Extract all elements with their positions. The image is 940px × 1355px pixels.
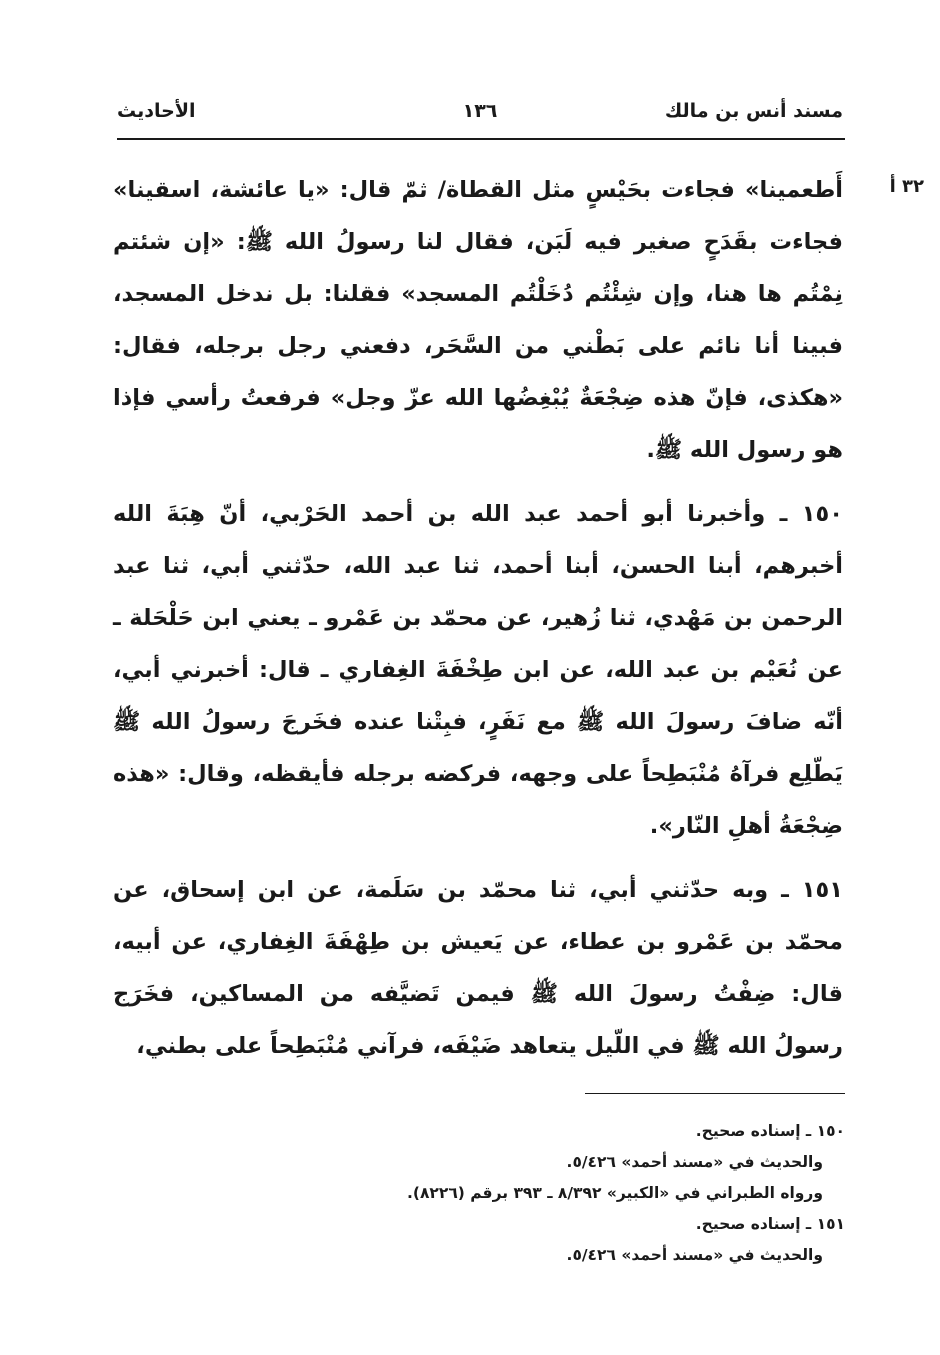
footnote-line: ١٥١ ـ إسناده صحيح. [695,1215,845,1233]
section-title: الأحاديث [117,100,196,122]
footnote-rule [585,1093,845,1094]
footnote-line: والحديث في «مسند أحمد» ٥/٤٢٦. [566,1246,823,1264]
footnote-line: ورواه الطبراني في «الكبير» ٨/٣٩٢ ـ ٣٩٣ برقم (٨٢٢٦). [406,1184,823,1202]
running-title: مسند أنس بن مالك [664,100,843,122]
footnotes [300,1116,845,1271]
page-number: ١٣٦ [462,100,498,122]
page-header [117,100,843,130]
footnote-line: والحديث في «مسند أحمد» ٥/٤٢٦. [566,1153,823,1171]
margin-folio-note: ٣٢ أ [889,176,924,197]
header-rule [117,138,845,140]
hadith-150: ١٥٠ ـ وأخبرنا أبو أحمد عبد الله بن أحمد الحَرْبي، أنّ هِبَةَ الله أخبرهم، أبنا الحسن، أبنا أحمد، ثنا عبد الله، حدّثني أبي، ثنا عبد الرحمن بن مَهْدي، ثنا زُهير، عن محمّد بن عَمْرو ـ يعني ابن حَلْحَلة ـ عن نُعَيْم بن عبد الله، عن ابن طِخْفَةَ الغِفاري ـ قال: أخبرني أبي، أنّه ضافَ رسولَ الله ﷺ مع نَفَرٍ، فبِتْنا عنده فخَرجَ رسولُ الله ﷺ يَطّلِع فرآهُ مُنْبَطِحاً على وجهه، فركضه برجله فأيقظه، وقال: «هذه ضِجْعَةُ أهلِ النّار». [113,501,843,839]
footnote-line: ١٥٠ ـ إسناده صحيح. [695,1122,845,1140]
main-text [113,164,843,1072]
paragraph-continuation: أَطعمينا» فجاءت بحَيْسٍ مثل القطاة/ ثمّ قال: «يا عائشة، اسقينا» فجاءت بقَدَحٍ صغير فيه لَبَن، فقال لنا رسولُ الله ﷺ: «إن شئتم نِمْتُم ها هنا، وإن شِئْتُم دُخَلْتُم المسجد» فقلنا: بل ندخل المسجد، فبينا أنا نائم على بَطْني من السَّحَر، دفعني رجل برجله، فقال: «هكذى، فإنّ هذه ضِجْعَةٌ يُبْغِضُها الله عزّ وجل» فرفعتُ رأسي فإذا هو رسول الله ﷺ. [113,177,843,463]
hadith-151: ١٥١ ـ وبه حدّثني أبي، ثنا محمّد بن سَلَمة، عن ابن إسحاق، عن محمّد بن عَمْرو بن عطاء، عن يَعيش بن طِهْفَةَ الغِفاري، عن أبيه، قال: ضِفْتُ رسولَ الله ﷺ فيمن تَضيَّفه من المساكين، فخَرَج رسولُ الله ﷺ في اللّيل يتعاهد ضَيْفَه، فرآني مُنْبَطِحاً على بطني، [113,877,843,1059]
